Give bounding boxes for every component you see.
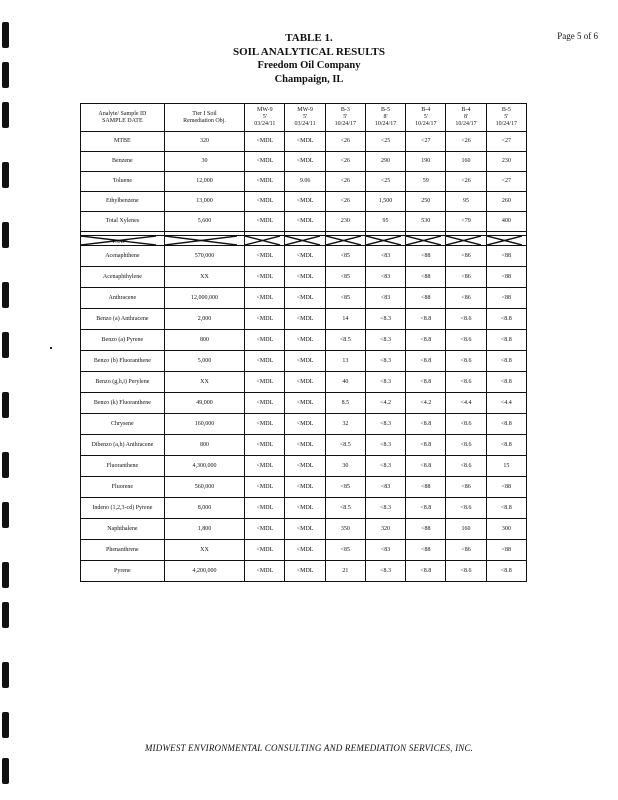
value-cell: <8.6 (446, 372, 486, 393)
value-cell: <MDL (245, 330, 285, 351)
analyte-cell: Dibenzo (a,h) Anthracene (81, 435, 165, 456)
value-cell: <8.8 (486, 414, 526, 435)
objective-cell: 2,000 (164, 309, 244, 330)
analyte-cell: Benzo (k) Fluoranthene (81, 393, 165, 414)
band-cell (406, 236, 446, 246)
value-cell: <83 (365, 267, 405, 288)
value-cell: <83 (365, 246, 405, 267)
objective-cell: 1,800 (164, 519, 244, 540)
value-cell: <88 (406, 267, 446, 288)
value-cell: 30 (325, 456, 365, 477)
value-cell: <8.8 (406, 456, 446, 477)
cross-mark (406, 236, 441, 245)
value-cell: <MDL (285, 309, 325, 330)
value-cell: <4.4 (446, 393, 486, 414)
value-cell: 250 (406, 192, 446, 212)
value-cell: <88 (406, 477, 446, 498)
value-cell: <8.8 (486, 372, 526, 393)
value-cell: <MDL (245, 393, 285, 414)
cross-mark (326, 236, 361, 245)
value-cell: <MDL (245, 192, 285, 212)
sample-depth: 8' (383, 114, 388, 120)
value-cell: <8.8 (406, 309, 446, 330)
value-cell: 300 (486, 519, 526, 540)
analyte-cell: Fluorene (81, 477, 165, 498)
value-cell: <MDL (245, 435, 285, 456)
binder-hole (2, 758, 9, 784)
value-cell: <MDL (245, 172, 285, 192)
binder-hole (2, 602, 9, 628)
analyte-cell: Phenanthrene (81, 540, 165, 561)
company-name: Freedom Oil Company (257, 60, 361, 71)
value-cell: 13 (325, 351, 365, 372)
analyte-cell: Toluene (81, 172, 165, 192)
sample-date: 10/24/17 (334, 121, 356, 127)
sample-id: MW-9 (257, 107, 273, 113)
value-cell: <79 (446, 212, 486, 232)
header-row (81, 104, 527, 132)
value-cell: <8.6 (446, 435, 486, 456)
value-cell: <25 (365, 132, 405, 152)
table-row (81, 540, 527, 561)
value-cell: <8.8 (406, 351, 446, 372)
table-row (81, 477, 527, 498)
value-cell: <26 (325, 172, 365, 192)
objective-cell: 8,000 (164, 498, 244, 519)
value-cell: 21 (325, 561, 365, 582)
objective-header-line2: Remediation Obj. (183, 117, 226, 124)
value-cell: <26 (325, 192, 365, 212)
value-cell: 95 (446, 192, 486, 212)
value-cell: <88 (406, 519, 446, 540)
value-cell: <8.6 (446, 351, 486, 372)
analyte-cell: MTBE (81, 132, 165, 152)
site-location: Champaign, IL (274, 74, 344, 85)
value-cell: <MDL (245, 288, 285, 309)
binder-hole (2, 282, 9, 308)
value-cell: <88 (406, 288, 446, 309)
binder-hole (2, 562, 9, 588)
value-cell: <8.3 (365, 330, 405, 351)
value-cell: 95 (365, 212, 405, 232)
value-cell: 400 (486, 212, 526, 232)
value-cell: <8.5 (325, 435, 365, 456)
value-cell: <85 (325, 477, 365, 498)
value-cell: <8.8 (486, 435, 526, 456)
binder-hole (2, 662, 9, 688)
value-cell: <8.6 (446, 309, 486, 330)
value-cell: <85 (325, 288, 365, 309)
value-cell: <MDL (285, 477, 325, 498)
sample-depth: 5' (343, 114, 348, 120)
value-cell: <85 (325, 540, 365, 561)
objective-cell: 12,000 (164, 172, 244, 192)
value-cell: <88 (486, 288, 526, 309)
value-cell: <MDL (245, 351, 285, 372)
value-cell: <MDL (245, 246, 285, 267)
value-cell: <MDL (245, 561, 285, 582)
objective-cell: 5,600 (164, 212, 244, 232)
value-cell: <MDL (285, 540, 325, 561)
table-row (81, 519, 527, 540)
value-cell: <26 (446, 132, 486, 152)
value-cell: <88 (486, 477, 526, 498)
value-cell: <83 (365, 540, 405, 561)
band-cell (446, 236, 486, 246)
sample-date: 10/24/17 (374, 121, 397, 127)
soil-results-table (80, 103, 527, 582)
value-cell: 32 (325, 414, 365, 435)
band-cell (365, 236, 405, 246)
sample-id: B-5 (381, 107, 391, 113)
sample-depth: 5' (423, 114, 428, 120)
objective-cell: 49,000 (164, 393, 244, 414)
value-cell: <27 (406, 132, 446, 152)
value-cell: <MDL (285, 498, 325, 519)
value-cell: <8.8 (486, 498, 526, 519)
value-cell: <88 (406, 246, 446, 267)
value-cell: <8.3 (365, 351, 405, 372)
table-row (81, 561, 527, 582)
table-row (81, 212, 527, 232)
analyte-cell: Benzene (81, 152, 165, 172)
value-cell: <MDL (245, 477, 285, 498)
table-row (81, 152, 527, 172)
table-row (81, 330, 527, 351)
analyte-cell: Acenaphthene (81, 246, 165, 267)
table-row (81, 309, 527, 330)
objective-header-line1: Tier I Soil (192, 110, 217, 117)
sample-date: 03/24/11 (294, 121, 316, 127)
scan-speck (50, 347, 52, 349)
value-cell: 260 (486, 192, 526, 212)
sample-depth: 5' (303, 114, 308, 120)
value-cell: <8.6 (446, 456, 486, 477)
value-cell: <MDL (285, 267, 325, 288)
value-cell: <8.3 (365, 414, 405, 435)
value-cell: 230 (325, 212, 365, 232)
value-cell: <MDL (285, 519, 325, 540)
objective-cell: 13,000 (164, 192, 244, 212)
objective-header (164, 104, 244, 132)
value-cell: 15 (486, 456, 526, 477)
analyte-cell: Anthracene (81, 288, 165, 309)
cross-mark (81, 236, 156, 245)
analyte-cell: Pyrene (81, 561, 165, 582)
cross-mark (165, 236, 237, 245)
table-subtitle: SOIL ANALYTICAL RESULTS (232, 46, 386, 58)
sample-header (245, 104, 285, 132)
sample-header (365, 104, 405, 132)
value-cell: <86 (446, 267, 486, 288)
analyte-header (81, 104, 165, 132)
value-cell: <MDL (245, 519, 285, 540)
value-cell: <8.8 (406, 372, 446, 393)
value-cell: <MDL (285, 288, 325, 309)
sample-date: 10/24/17 (455, 121, 477, 127)
analyte-cell: Benzo (a) Pyrene (81, 330, 165, 351)
title-block (0, 31, 618, 87)
value-cell: <8.3 (365, 456, 405, 477)
value-cell: <MDL (285, 212, 325, 232)
band-cell (325, 236, 365, 246)
value-cell: <26 (325, 152, 365, 172)
value-cell: <MDL (245, 152, 285, 172)
value-cell: 160 (446, 519, 486, 540)
analyte-cell: Benzo (b) Fluoranthene (81, 351, 165, 372)
sample-header (406, 104, 446, 132)
sample-header (486, 104, 526, 132)
value-cell: 160 (446, 152, 486, 172)
value-cell: <26 (446, 172, 486, 192)
sample-header (325, 104, 365, 132)
objective-cell: 160,000 (164, 414, 244, 435)
objective-cell: 5,000 (164, 351, 244, 372)
value-cell: <83 (365, 477, 405, 498)
value-cell: <MDL (285, 372, 325, 393)
value-cell: <MDL (245, 540, 285, 561)
objective-cell: 570,000 (164, 246, 244, 267)
sample-depth: 5' (504, 114, 509, 120)
value-cell: 40 (325, 372, 365, 393)
value-cell: <26 (325, 132, 365, 152)
band-cell (285, 236, 325, 246)
sample-id: MW-9 (297, 107, 313, 113)
value-cell: <8.6 (446, 414, 486, 435)
objective-cell: 800 (164, 435, 244, 456)
value-cell: <25 (365, 172, 405, 192)
objective-cell: 12,000,000 (164, 288, 244, 309)
value-cell: <83 (365, 288, 405, 309)
value-cell: 350 (325, 519, 365, 540)
value-cell: <MDL (245, 212, 285, 232)
value-cell: 59 (406, 172, 446, 192)
value-cell: <8.8 (486, 309, 526, 330)
value-cell: <27 (486, 132, 526, 152)
cross-mark (285, 236, 320, 245)
sample-date: 03/24/11 (254, 121, 276, 127)
table-row (81, 414, 527, 435)
value-cell: <8.3 (365, 435, 405, 456)
table-row (81, 267, 527, 288)
value-cell: <8.3 (365, 372, 405, 393)
band-label: PNAs (112, 240, 125, 245)
value-cell: <88 (486, 246, 526, 267)
analyte-cell: Chrysene (81, 414, 165, 435)
value-cell: <MDL (285, 152, 325, 172)
value-cell: <8.8 (406, 414, 446, 435)
sample-depth: 5' (262, 114, 267, 120)
sample-id: B-4 (461, 107, 471, 113)
sample-date: 10/24/17 (415, 121, 437, 127)
value-cell: <88 (486, 540, 526, 561)
table-row (81, 498, 527, 519)
value-cell: <8.3 (365, 561, 405, 582)
value-cell: <86 (446, 246, 486, 267)
value-cell: <MDL (285, 435, 325, 456)
value-cell: <MDL (285, 192, 325, 212)
band-cell (486, 236, 526, 246)
binder-hole (2, 502, 9, 528)
analyte-cell: Benzo (a) Anthracene (81, 309, 165, 330)
cross-mark (245, 236, 280, 245)
cross-mark (446, 236, 481, 245)
value-cell: 320 (365, 519, 405, 540)
value-cell: <MDL (245, 309, 285, 330)
value-cell: <8.8 (486, 351, 526, 372)
objective-cell: 30 (164, 152, 244, 172)
value-cell: <86 (446, 477, 486, 498)
cross-mark (366, 236, 401, 245)
value-cell: <MDL (285, 561, 325, 582)
value-cell: <85 (325, 246, 365, 267)
objective-cell: 4,200,000 (164, 561, 244, 582)
table-row (81, 435, 527, 456)
value-cell: <86 (446, 540, 486, 561)
value-cell: 290 (365, 152, 405, 172)
table-row (81, 351, 527, 372)
value-cell: <MDL (285, 246, 325, 267)
sample-header (285, 104, 325, 132)
value-cell: <8.3 (365, 498, 405, 519)
analyte-cell: Naphthalene (81, 519, 165, 540)
objective-cell: 320 (164, 132, 244, 152)
value-cell: <8.8 (406, 561, 446, 582)
value-cell: <8.5 (325, 330, 365, 351)
table-row (81, 372, 527, 393)
value-cell: <8.3 (365, 309, 405, 330)
binder-holes (0, 0, 12, 800)
value-cell: <MDL (245, 498, 285, 519)
objective-cell: 4,300,000 (164, 456, 244, 477)
analyte-cell: Fluoranthene (81, 456, 165, 477)
analyte-cell: Total Xylenes (81, 212, 165, 232)
value-cell: <8.8 (486, 561, 526, 582)
table-row (81, 246, 527, 267)
objective-cell: XX (164, 540, 244, 561)
pna-section-band (81, 236, 527, 246)
value-cell: <8.6 (446, 498, 486, 519)
value-cell: <88 (486, 267, 526, 288)
value-cell: <MDL (285, 351, 325, 372)
sample-header (446, 104, 486, 132)
analyte-cell: Indeno (1,2,3-cd) Pyrene (81, 498, 165, 519)
value-cell: <4.2 (406, 393, 446, 414)
table-title: TABLE 1. (285, 32, 333, 44)
value-cell: 8.5 (325, 393, 365, 414)
value-cell: <MDL (285, 456, 325, 477)
value-cell: <MDL (285, 414, 325, 435)
value-cell: <88 (406, 540, 446, 561)
value-cell: <86 (446, 288, 486, 309)
value-cell: <MDL (245, 132, 285, 152)
value-cell: <MDL (285, 330, 325, 351)
value-cell: <4.4 (486, 393, 526, 414)
value-cell: <8.5 (325, 498, 365, 519)
page-number: Page 5 of 6 (557, 31, 598, 41)
analyte-cell: Acenaphthylene (81, 267, 165, 288)
sample-date: 10/24/17 (495, 121, 517, 127)
analyte-cell: Benzo (g,h,i) Perylene (81, 372, 165, 393)
objective-cell: XX (164, 372, 244, 393)
binder-hole (2, 102, 9, 128)
value-cell: <MDL (245, 267, 285, 288)
band-cell (245, 236, 285, 246)
value-cell: <8.6 (446, 561, 486, 582)
value-cell: 1,500 (365, 192, 405, 212)
objective-cell: XX (164, 267, 244, 288)
value-cell: 230 (486, 152, 526, 172)
value-cell: <MDL (245, 372, 285, 393)
band-label-cell (81, 236, 165, 246)
binder-hole (2, 392, 9, 418)
value-cell: <8.8 (406, 435, 446, 456)
footer-company: MIDWEST ENVIRONMENTAL CONSULTING AND REMEDIATION SERVICES, INC. (144, 743, 474, 753)
value-cell: 190 (406, 152, 446, 172)
table-row (81, 456, 527, 477)
value-cell: <MDL (245, 456, 285, 477)
value-cell: <MDL (285, 132, 325, 152)
table-row (81, 172, 527, 192)
value-cell: 530 (406, 212, 446, 232)
binder-hole (2, 332, 9, 358)
value-cell: <27 (486, 172, 526, 192)
cross-mark (487, 236, 522, 245)
value-cell: <8.6 (446, 330, 486, 351)
value-cell: <8.8 (406, 498, 446, 519)
table-row (81, 192, 527, 212)
binder-hole (2, 712, 9, 738)
value-cell: <MDL (245, 414, 285, 435)
analyte-header-line2: SAMPLE DATE (102, 117, 143, 124)
table-row (81, 393, 527, 414)
value-cell: <8.8 (406, 330, 446, 351)
binder-hole (2, 452, 9, 478)
value-cell: <4.2 (365, 393, 405, 414)
sample-id: B-3 (340, 107, 350, 113)
objective-cell: 800 (164, 330, 244, 351)
value-cell: 14 (325, 309, 365, 330)
value-cell: <8.8 (486, 330, 526, 351)
table-row (81, 288, 527, 309)
objective-cell: 560,000 (164, 477, 244, 498)
analyte-cell: Ethylbenzene (81, 192, 165, 212)
binder-hole (2, 222, 9, 248)
sample-id: B-4 (421, 107, 431, 113)
value-cell: 9.06 (285, 172, 325, 192)
band-cell (164, 236, 244, 246)
sample-depth: 8' (463, 114, 469, 120)
binder-hole (2, 162, 9, 188)
value-cell: <MDL (285, 393, 325, 414)
table-row (81, 132, 527, 152)
value-cell: <85 (325, 267, 365, 288)
sample-id: B-5 (501, 107, 511, 113)
analyte-header-line1: Analyte/ Sample ID (98, 110, 147, 117)
